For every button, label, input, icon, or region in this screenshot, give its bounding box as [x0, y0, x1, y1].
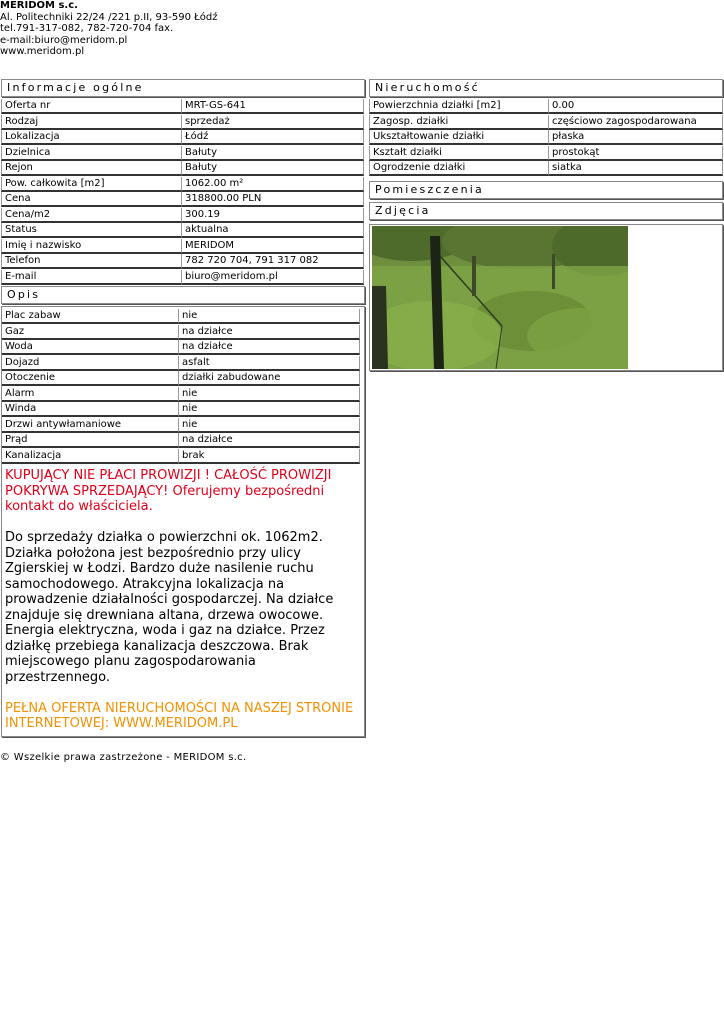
row-label: Woda [2, 340, 179, 355]
table-row [1, 99, 365, 115]
row-value: siatka [549, 161, 723, 176]
row-label: Imię i nazwisko [1, 239, 182, 254]
table-row [2, 356, 364, 372]
row-label: Winda [2, 402, 179, 417]
table-row [369, 161, 723, 177]
right-column [368, 79, 724, 371]
table-row [1, 161, 365, 177]
row-label: Lokalizacja [1, 130, 182, 145]
row-label: Rejon [1, 161, 182, 176]
company-header [0, 0, 217, 58]
row-label: Cena/m2 [1, 208, 182, 223]
table-row [1, 254, 365, 270]
company-website[interactable]: www.meridom.pl [0, 46, 85, 57]
garden-photo-illustration [372, 226, 628, 369]
row-value: na działce [179, 340, 360, 355]
row-value: 318800.00 PLN [182, 192, 364, 207]
table-row [2, 325, 364, 341]
row-value: na działce [179, 433, 360, 448]
row-label: Kanalizacja [2, 449, 179, 464]
row-label: Otoczenie [2, 371, 179, 386]
section-title-rooms: Pomieszczenia [369, 181, 723, 199]
section-title-photos: Zdjęcia [369, 202, 723, 220]
table-row [369, 99, 723, 115]
table-row [1, 223, 365, 239]
row-label: Prąd [2, 433, 179, 448]
company-email[interactable]: e-mail:biuro@meridom.pl [0, 34, 128, 46]
row-value: nie [179, 402, 360, 417]
company-phones: tel.791-317-082, 782-720-704 fax. [0, 23, 174, 34]
row-value: aktualna [182, 223, 364, 238]
table-row [1, 115, 365, 131]
row-value: prostokąt [549, 146, 723, 161]
row-value: działki zabudowane [179, 371, 360, 386]
row-label: Ukształtowanie działki [369, 130, 549, 145]
table-row [2, 449, 364, 465]
row-value: na działce [179, 325, 360, 340]
row-value: 300.19 [182, 208, 364, 223]
property-photo[interactable] [372, 226, 628, 369]
row-value: Bałuty [182, 146, 364, 161]
row-label: Rodzaj [1, 115, 182, 130]
general-info-table [1, 99, 365, 285]
row-value: nie [179, 418, 360, 433]
row-label: Plac zabaw [2, 309, 179, 324]
row-value: Bałuty [182, 161, 364, 176]
table-row [1, 270, 365, 286]
row-label: Zagosp. działki [369, 115, 549, 130]
row-label: Kształt działki [369, 146, 549, 161]
table-row [1, 208, 365, 224]
table-row [2, 309, 364, 325]
table-row [2, 340, 364, 356]
row-label: Gaz [2, 325, 179, 340]
row-label: Dojazd [2, 356, 179, 371]
row-value: MRT-GS-641 [182, 99, 364, 114]
features-table [2, 309, 364, 464]
row-label: Status [1, 223, 182, 238]
section-title-opis: Opis [1, 286, 365, 304]
row-label: Oferta nr [1, 99, 182, 114]
row-label: Cena [1, 192, 182, 207]
row-label: E-mail [1, 270, 182, 285]
section-title-property: Nieruchomość [369, 79, 723, 97]
row-label: Drzwi antywłamaniowe [2, 418, 179, 433]
row-value: MERIDOM [182, 239, 364, 254]
table-row [369, 146, 723, 162]
property-table [369, 99, 723, 177]
row-value: płaska [549, 130, 723, 145]
table-row [2, 402, 364, 418]
table-row [369, 130, 723, 146]
row-value: Łódź [182, 130, 364, 145]
row-label: Alarm [2, 387, 179, 402]
row-value: nie [179, 309, 360, 324]
table-row [2, 433, 364, 449]
table-row [1, 177, 365, 193]
photo-container [369, 224, 723, 371]
offer-description: Do sprzedaży działka o powierzchni ok. 1062m2. Działka położona jest bezpośrednio przy ulicy Zgierskiej w Łodzi. Bardzo duże nasilenie ruchu samochodowego. Atrakcyjna lokalizacja na prowadzenie działalności gospodarczej. Na działce znajduje się drewniana altana, drzewa owocowe. Energia elektryczna, woda i gaz na działce. Przez działkę przebiega kanalizacja deszczowa. Brak miejscowego planu zagospodarowania przestrzennego. [5, 530, 334, 685]
commission-notice: KUPUJĄCY NIE PŁACI PROWIZJI ! CAŁOŚĆ PROWIZJI POKRYWA SPRZEDAJĄCY! Oferujemy bezpośredni kontakt do właściciela. [5, 468, 332, 514]
description-text [2, 464, 364, 732]
row-label: Dzielnica [1, 146, 182, 161]
table-row [369, 115, 723, 131]
section-title-general: Informacje ogólne [1, 79, 365, 97]
table-row [1, 130, 365, 146]
row-value: 0.00 [549, 99, 723, 114]
row-value: sprzedaż [182, 115, 364, 130]
table-row [1, 192, 365, 208]
row-value: biuro@meridom.pl [182, 270, 364, 285]
full-offer-link-text[interactable]: PEŁNA OFERTA NIERUCHOMOŚCI NA NASZEJ STRONIE INTERNETOWEJ: WWW.MERIDOM.PL [5, 700, 354, 731]
company-name: MERIDOM s.c. [0, 0, 78, 11]
copyright-footer: © Wszelkie prawa zastrzeżone - MERIDOM s.c. [0, 752, 247, 763]
row-label: Pow. całkowita [m2] [1, 177, 182, 192]
table-row [1, 239, 365, 255]
row-label: Ogrodzenie działki [369, 161, 549, 176]
row-value: nie [179, 387, 360, 402]
table-row [1, 146, 365, 162]
table-row [2, 387, 364, 403]
description-box [1, 306, 365, 737]
row-value: asfalt [179, 356, 360, 371]
row-value: 1062.00 m² [182, 177, 364, 192]
company-address: Al. Politechniki 22/24 /221 p.II, 93-590 Łódź [0, 11, 218, 23]
row-label: Powierzchnia działki [m2] [369, 99, 549, 114]
row-label: Telefon [1, 254, 182, 269]
row-value: częściowo zagospodarowana [549, 115, 723, 130]
row-value: brak [179, 449, 360, 464]
row-value: 782 720 704, 791 317 082 [182, 254, 364, 269]
table-row [2, 418, 364, 434]
left-column [0, 79, 366, 737]
table-row [2, 371, 364, 387]
